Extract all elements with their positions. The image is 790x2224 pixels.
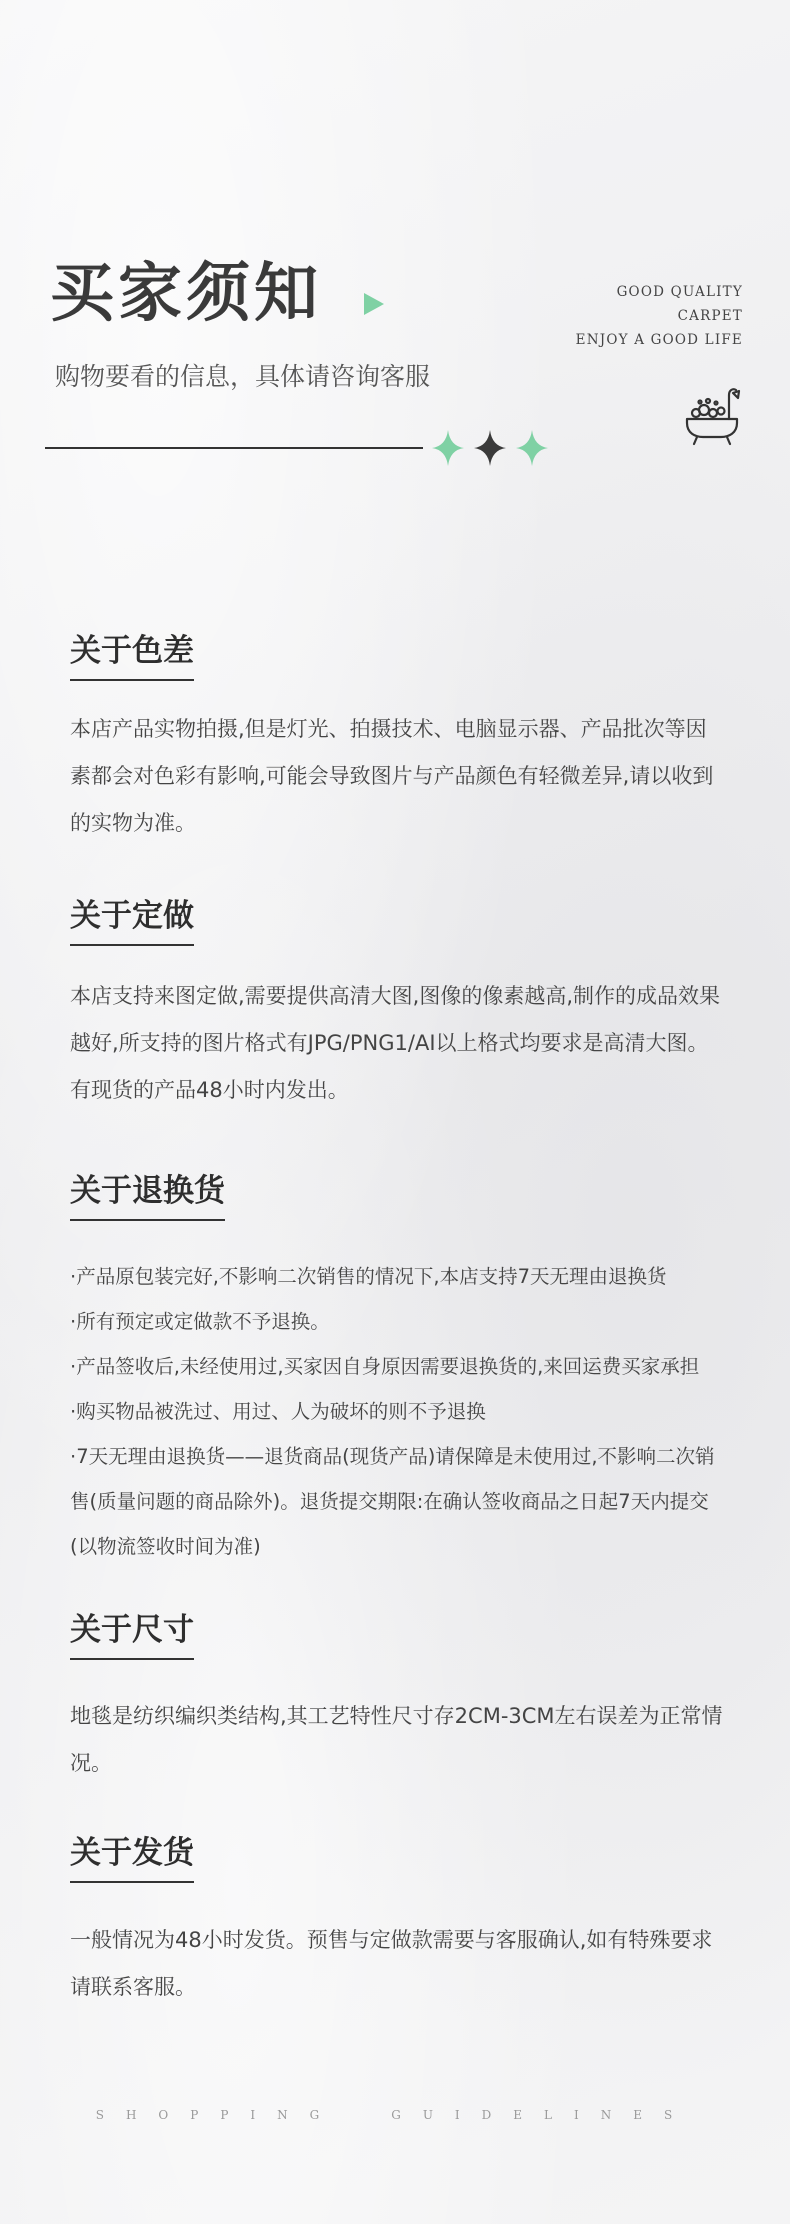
section-heading-color: 关于色差 xyxy=(70,636,194,681)
tagline xyxy=(576,280,743,352)
header-divider xyxy=(45,447,423,449)
section-heading-returns: 关于退换货 xyxy=(70,1176,225,1221)
section-body-custom: 本店支持来图定做,需要提供高清大图,图像的像素越高,制作的成品效果越好,所支持的图片格式有JPG/PNG1/AI以上格式均要求是高清大图。有现货的产品48小时内发出。 xyxy=(70,984,721,1102)
play-triangle-icon xyxy=(364,293,384,315)
tagline-line: CARPET xyxy=(677,308,743,324)
tagline-line: GOOD QUALITY xyxy=(616,284,743,300)
list-item: ·产品签收后,未经使用过,买家因自身原因需要退换货的,来回运费买家承担 xyxy=(70,1355,700,1378)
bathtub-icon xyxy=(683,385,741,447)
page-title: 买家须知 xyxy=(50,256,322,331)
sparkle-group xyxy=(430,426,550,470)
section-heading-size: 关于尺寸 xyxy=(70,1615,194,1660)
list-item: ·产品原包装完好,不影响二次销售的情况下,本店支持7天无理由退换货 xyxy=(70,1265,667,1288)
footer-left: SHOPPING xyxy=(95,2108,342,2122)
page-subtitle: 购物要看的信息，具体请咨询客服 xyxy=(55,362,431,391)
footer-right: GUIDELINES xyxy=(391,2108,695,2122)
tagline-line: ENJOY A GOOD LIFE xyxy=(575,332,743,348)
list-item: ·7天无理由退换货——退货商品(现货产品)请保障是未使用过,不影响二次销售(质量问题的商品除外)。退货提交期限:在确认签收商品之日起7天内提交(以物流签收时间为准) xyxy=(70,1445,715,1558)
sparkle-icon xyxy=(432,430,464,466)
returns-list xyxy=(70,1254,750,1569)
sparkle-icon xyxy=(516,430,548,466)
section-heading-custom: 关于定做 xyxy=(70,901,194,946)
list-item: ·购买物品被洗过、用过、人为破坏的则不予退换 xyxy=(70,1400,486,1423)
list-item: ·所有预定或定做款不予退换。 xyxy=(70,1310,330,1333)
section-body-shipping: 一般情况为48小时发货。预售与定做款需要与客服确认,如有特殊要求请联系客服。 xyxy=(70,1928,713,1999)
section-body-color: 本店产品实物拍摄,但是灯光、拍摄技术、电脑显示器、产品批次等因素都会对色彩有影响,可能会导致图片与产品颜色有轻微差异,请以收到的实物为准。 xyxy=(70,717,714,835)
section-heading-shipping: 关于发货 xyxy=(70,1838,194,1883)
footer-text xyxy=(0,2108,790,2122)
sparkle-icon xyxy=(474,430,506,466)
section-body-size: 地毯是纺织编织类结构,其工艺特性尺寸存2CM-3CM左右误差为正常情况。 xyxy=(70,1704,723,1775)
